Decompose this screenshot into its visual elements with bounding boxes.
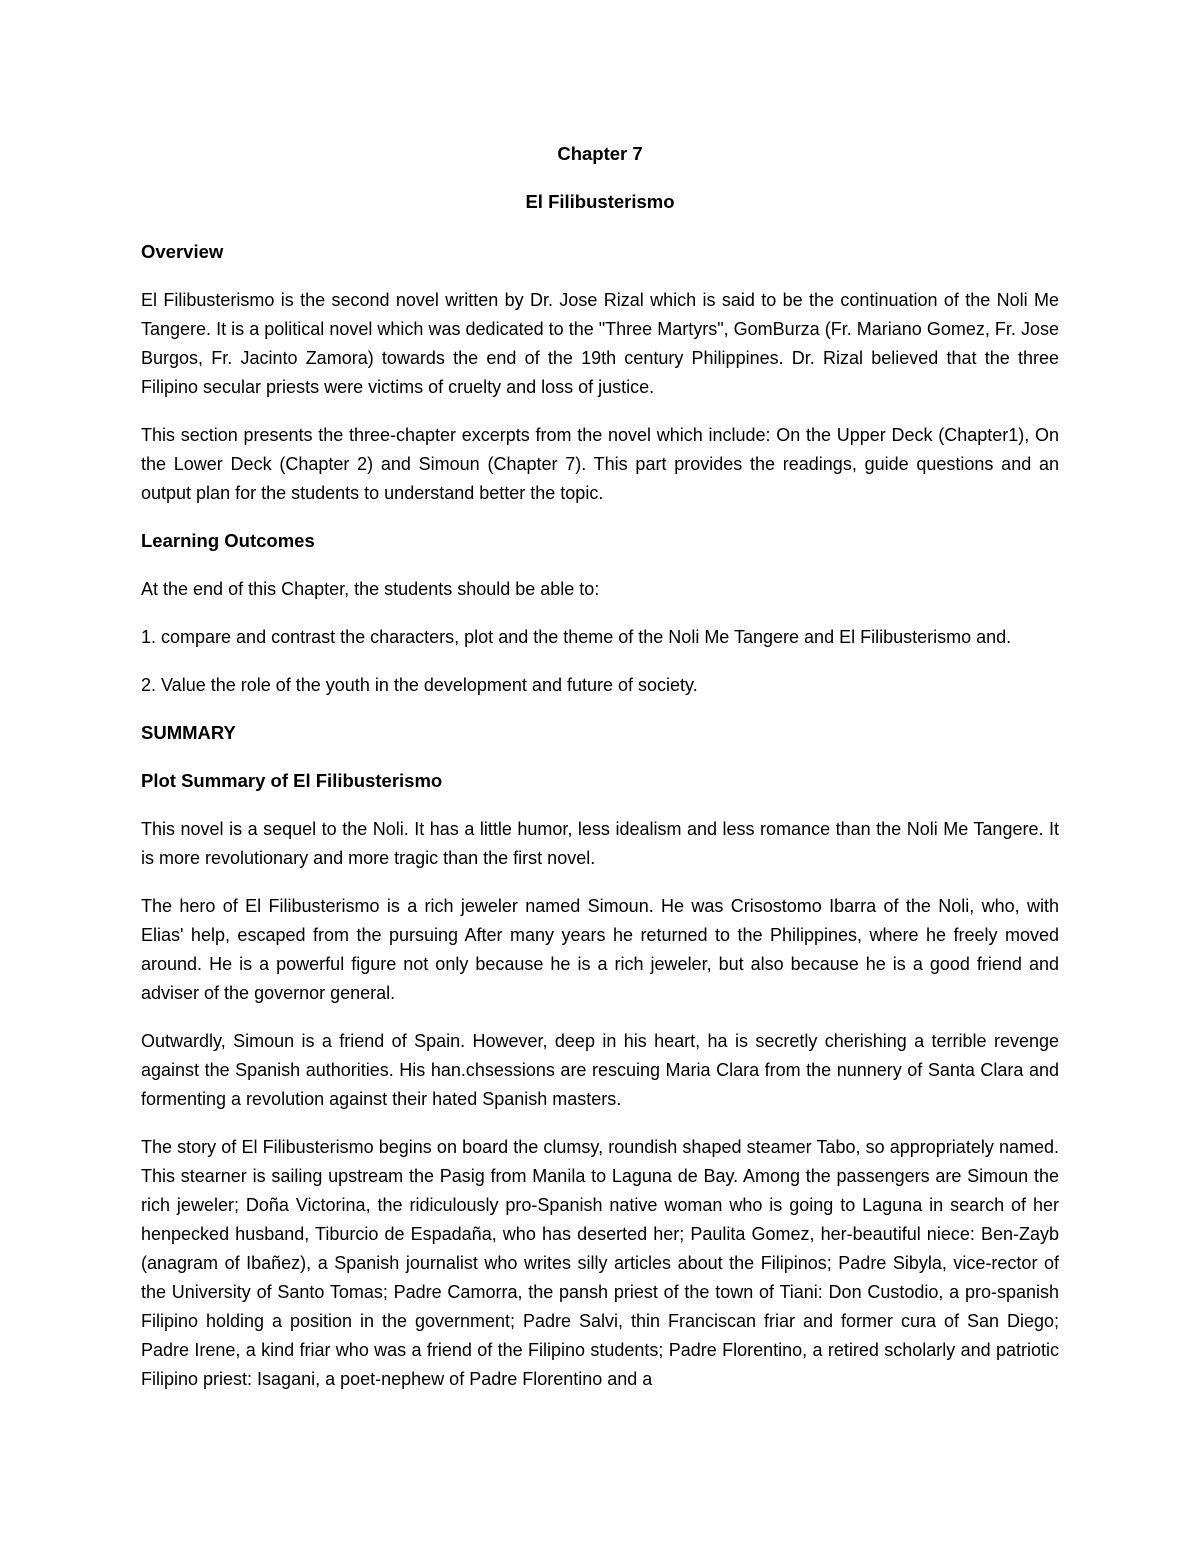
overview-paragraph: This section presents the three-chapter excerpts from the novel which include: On the Upper Deck (Chapter1), On the Lower Deck (Chapter 2) and Simoun (Chapter 7). This part provides the readings, guide questions and an output plan for the students to understand better the topic.: [141, 425, 1059, 503]
learning-outcomes-heading: Learning Outcomes: [141, 530, 315, 551]
chapter-subtitle: El Filibusterismo: [525, 191, 675, 212]
summary-paragraph: Outwardly, Simoun is a friend of Spain. However, deep in his heart, ha is secretly cherishing a terrible revenge against the Spanish authorities. His han.chsessions are rescuing Maria Clara from the nunnery of Santa Clara and formenting a revolution against their hated Spanish masters.: [141, 1031, 1059, 1109]
summary-paragraph: This novel is a sequel to the Noli. It has a little humor, less idealism and less romance than the Noli Me Tangere. It is more revolutionary and more tragic than the first novel.: [141, 819, 1059, 868]
overview-heading: Overview: [141, 241, 224, 262]
learning-outcome-item: 1. compare and contrast the characters, plot and the theme of the Noli Me Tangere and El Filibusterismo and.: [141, 627, 1012, 647]
plot-summary-heading: Plot Summary of El Filibusterismo: [141, 770, 443, 791]
summary-paragraph: The hero of El Filibusterismo is a rich jeweler named Simoun. He was Crisostomo Ibarra of the Noli, who, with Elias' help, escaped from the pursuing After many years he returned to the Philippines, where he freely moved around. He is a powerful figure not only because he is a rich jeweler, but also because he is a good friend and adviser of the governor general.: [141, 896, 1059, 1003]
overview-paragraph: El Filibusterismo is the second novel written by Dr. Jose Rizal which is said to be the continuation of the Noli Me Tangere. It is a political novel which was dedicated to the "Three Martyrs", GomBurza (Fr. Mariano Gomez, Fr. Jose Burgos, Fr. Jacinto Zamora) towards the end of the 19th century Philippines. Dr. Rizal believed that the three Filipino secular priests were victims of cruelty and loss of justice.: [141, 290, 1059, 397]
learning-outcome-item: 2. Value the role of the youth in the development and future of society.: [141, 675, 698, 695]
document-page: [141, 140, 1059, 1394]
learning-outcomes-intro: At the end of this Chapter, the students should be able to:: [141, 579, 600, 599]
summary-paragraph: The story of El Filibusterismo begins on board the clumsy, roundish shaped steamer Tabo, so appropriately named. This stearner is sailing upstream the Pasig from Manila to Laguna de Bay. Among the passengers are Simoun the rich jeweler; Doña Victorina, the ridiculously pro-Spanish native woman who is going to Laguna in search of her henpecked husband, Tiburcio de Espadaña, who has deserted her; Paulita Gomez, her-beautiful niece: Ben-Zayb (anagram of Ibañez), a Spanish journalist who writes silly articles about the Filipinos; Padre Sibyla, vice-rector of the University of Santo Tomas; Padre Camorra, the pansh priest of the town of Tiani: Don Custodio, a pro-spanish Filipino holding a position in the government; Padre Salvi, thin Franciscan friar and former cura of San Diego; Padre Irene, a kind friar who was a friend of the Filipino students; Padre Florentino, a retired scholarly and patriotic Filipino priest: Isagani, a poet-nephew of Padre Florentino and a: [141, 1137, 1059, 1389]
chapter-title: Chapter 7: [557, 143, 643, 164]
summary-heading: SUMMARY: [141, 722, 236, 743]
